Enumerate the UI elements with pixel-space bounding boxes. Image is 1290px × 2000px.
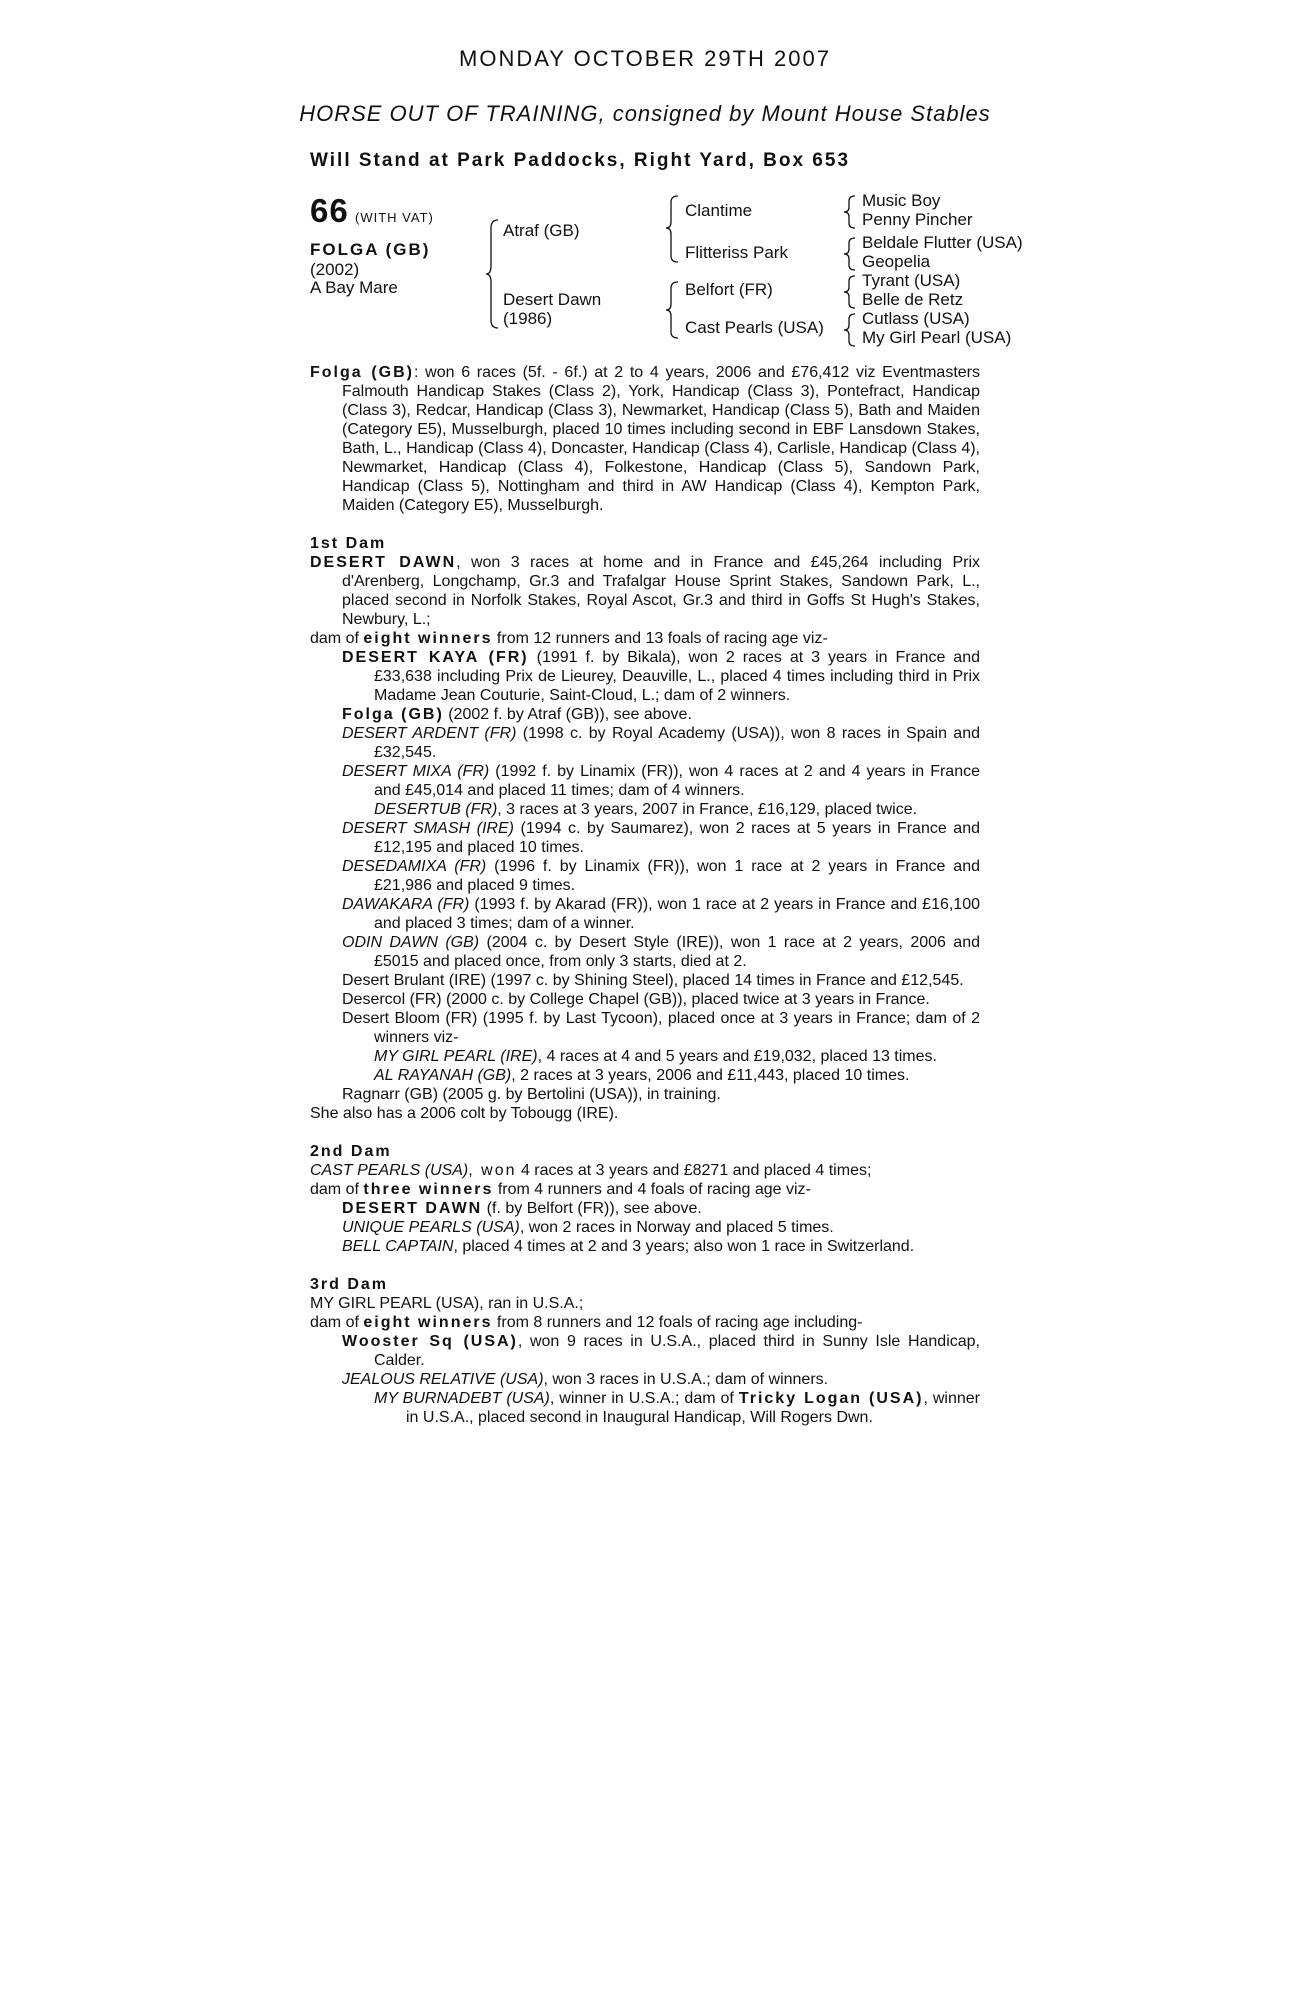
sale-date: MONDAY OCTOBER 29TH 2007 — [459, 46, 831, 71]
pedigree-dam: Desert Dawn — [503, 290, 602, 309]
pedigree-bracket-sire — [666, 194, 680, 264]
pedigree-ddd: My Girl Pearl (USA) — [862, 328, 1012, 347]
produce-entry: DESERT ARDENT (FR) (1998 c. by Royal Academy (USA)), won 8 races in Spain and £32,545. — [342, 725, 980, 761]
pedigree-bracket-main — [486, 218, 500, 330]
racing-record: Folga (GB): won 6 races (5f. - 6f.) at 2 to 4 years, 2006 and £76,412 viz Eventmasters Falmouth Handicap Stakes (Class 2), York, Handicap (Class 3), Pontefract, Handicap (Class 3), Redcar, Handicap (Class 3), Newmarket, Handicap (Class 5), Bath and Maiden (Category E5), Musselburgh, placed 10 times including second in EBF Lansdown Stakes, Bath, L., Handicap (Class 4), Doncaster, Handicap (Class 4), Carlisle, Handicap (Class 4), Newmarket, Handicap (Class 4), Folkestone, Handicap (Class 5), Sandown Park, Handicap (Class 5), Nottingham and third in AW Handicap (Class 4), Kempton Park, Maiden (Category E5), Musselburgh. — [310, 364, 980, 514]
grand-produce-entry: AL RAYANAH (GB), 2 races at 3 years, 2006 and £11,443, placed 10 times. — [374, 1067, 910, 1084]
pedigree-bracket-dam — [666, 280, 680, 340]
first-dam-record: DESERT DAWN, won 3 races at home and in France and £45,264 including Prix d'Arenberg, Longchamp, Gr.3 and Trafalgar House Sprint Stakes, Sandown Park, L., placed second in Norfolk Stakes, Royal Ascot, Gr.3 and third in Goffs St Hugh's Stakes, Newbury, L.; — [310, 554, 980, 628]
produce-entry: DESERT SMASH (IRE) (1994 c. by Saumarez), won 2 races at 5 years in France and £12,195 and placed 10 times. — [342, 820, 981, 856]
pedigree-sds: Beldale Flutter (USA) — [862, 233, 1023, 252]
consignment-line: HORSE OUT OF TRAINING, consigned by Mount House Stables — [299, 101, 991, 126]
produce-entry: BELL CAPTAIN, placed 4 times at 2 and 3 years; also won 1 race in Switzerland. — [342, 1238, 915, 1255]
lot-number: 66 — [310, 192, 349, 229]
pedigree-sire-dam: Flitteriss Park — [685, 243, 788, 262]
produce-entry: Wooster Sq (USA), won 9 races in U.S.A., placed third in Sunny Isle Handicap, Calder. — [342, 1333, 981, 1369]
grand-produce-entry: DESERTUB (FR), 3 races at 3 years, 2007 in France, £16,129, placed twice. — [374, 801, 918, 818]
first-dam-produce-summary: dam of eight winners from 12 runners and 13 foals of racing age viz- — [310, 630, 828, 647]
pedigree-bracket-dd — [843, 312, 857, 348]
produce-note: She also has a 2006 colt by Tobougg (IRE). — [310, 1105, 619, 1122]
stand-location: Will Stand at Park Paddocks, Right Yard, Box 653 — [310, 150, 851, 171]
third-dam-produce-summary: dam of eight winners from 8 runners and 12 foals of racing age including- — [310, 1314, 863, 1331]
pedigree-dss: Tyrant (USA) — [862, 271, 961, 290]
first-dam-heading: 1st Dam — [310, 535, 387, 552]
horse-name: FOLGA (GB) — [310, 240, 431, 259]
pedigree-bracket-ds — [843, 274, 857, 310]
vat-note: (WITH VAT) — [355, 210, 434, 225]
pedigree-dsd: Belle de Retz — [862, 290, 964, 309]
produce-entry: DESEDAMIXA (FR) (1996 f. by Linamix (FR)), won 1 race at 2 years in France and £21,986 and placed 9 times. — [342, 858, 980, 894]
horse-description: A Bay Mare — [310, 278, 398, 297]
produce-entry: DAWAKARA (FR) (1993 f. by Akarad (FR)), won 1 race at 2 years in France and £16,100 and placed 3 times; dam of a winner. — [342, 896, 981, 932]
third-dam-record: MY GIRL PEARL (USA), ran in U.S.A.; — [310, 1295, 584, 1312]
produce-entry: ODIN DAWN (GB) (2004 c. by Desert Style (IRE)), won 1 race at 2 years, 2006 and £5015 and placed once, from only 3 starts, died at 2. — [342, 934, 980, 970]
produce-entry: JEALOUS RELATIVE (USA), won 3 races in U.S.A.; dam of winners. — [342, 1371, 829, 1388]
horse-year: (2002) — [310, 260, 360, 279]
grand-produce-entry: MY GIRL PEARL (IRE), 4 races at 4 and 5 years and £19,032, placed 13 times. — [374, 1048, 937, 1065]
second-dam-record: CAST PEARLS (USA), won 4 races at 3 years and £8271 and placed 4 times; — [310, 1162, 872, 1179]
second-dam-produce-summary: dam of three winners from 4 runners and 4 foals of racing age viz- — [310, 1181, 811, 1198]
pedigree-sire: Atraf (GB) — [503, 221, 580, 240]
grand-produce-entry: MY BURNADEBT (USA), winner in U.S.A.; dam of Tricky Logan (USA), winner in U.S.A., placed second in Inaugural Handicap, Will Rogers Dwn. — [374, 1390, 981, 1426]
produce-entry: DESERT KAYA (FR) (1991 f. by Bikala), won 2 races at 3 years in France and £33,638 including Prix de Lieurey, Deauville, L., placed 4 times including third in Prix Madame Jean Couturie, Saint-Cloud, L.; dam of 2 winners. — [342, 649, 981, 704]
pedigree-bracket-ss — [843, 194, 857, 230]
pedigree-ssd: Penny Pincher — [862, 210, 973, 229]
produce-entry: UNIQUE PEARLS (USA), won 2 races in Norway and placed 5 times. — [342, 1219, 834, 1236]
produce-entry: DESERT MIXA (FR) (1992 f. by Linamix (FR)), won 4 races at 2 and 4 years in France and £45,014 and placed 11 times; dam of 4 winners. — [342, 763, 980, 799]
third-dam-heading: 3rd Dam — [310, 1276, 389, 1293]
produce-entry: Ragnarr (GB) (2005 g. by Bertolini (USA)), in training. — [342, 1086, 721, 1103]
pedigree-dam-sire: Belfort (FR) — [685, 280, 773, 299]
pedigree-sire-sire: Clantime — [685, 201, 753, 220]
pedigree-dam-year: (1986) — [503, 309, 553, 328]
pedigree-dds: Cutlass (USA) — [862, 309, 970, 328]
produce-entry: Desercol (FR) (2000 c. by College Chapel (GB)), placed twice at 3 years in France. — [342, 991, 930, 1008]
pedigree-sss: Music Boy — [862, 191, 941, 210]
second-dam-heading: 2nd Dam — [310, 1143, 392, 1160]
pedigree-sdd: Geopelia — [862, 252, 931, 271]
produce-entry: DESERT DAWN (f. by Belfort (FR)), see above. — [342, 1200, 702, 1217]
catalogue-body — [310, 363, 980, 1427]
pedigree-dam-dam: Cast Pearls (USA) — [685, 318, 824, 337]
produce-entry: Desert Bloom (FR) (1995 f. by Last Tycoon), placed once at 3 years in France; dam of 2 winners viz- — [342, 1010, 980, 1046]
produce-entry: Folga (GB) (2002 f. by Atraf (GB)), see above. — [342, 706, 692, 723]
pedigree-bracket-sd — [843, 236, 857, 272]
produce-entry: Desert Brulant (IRE) (1997 c. by Shining Steel), placed 14 times in France and £12,545. — [342, 972, 964, 989]
